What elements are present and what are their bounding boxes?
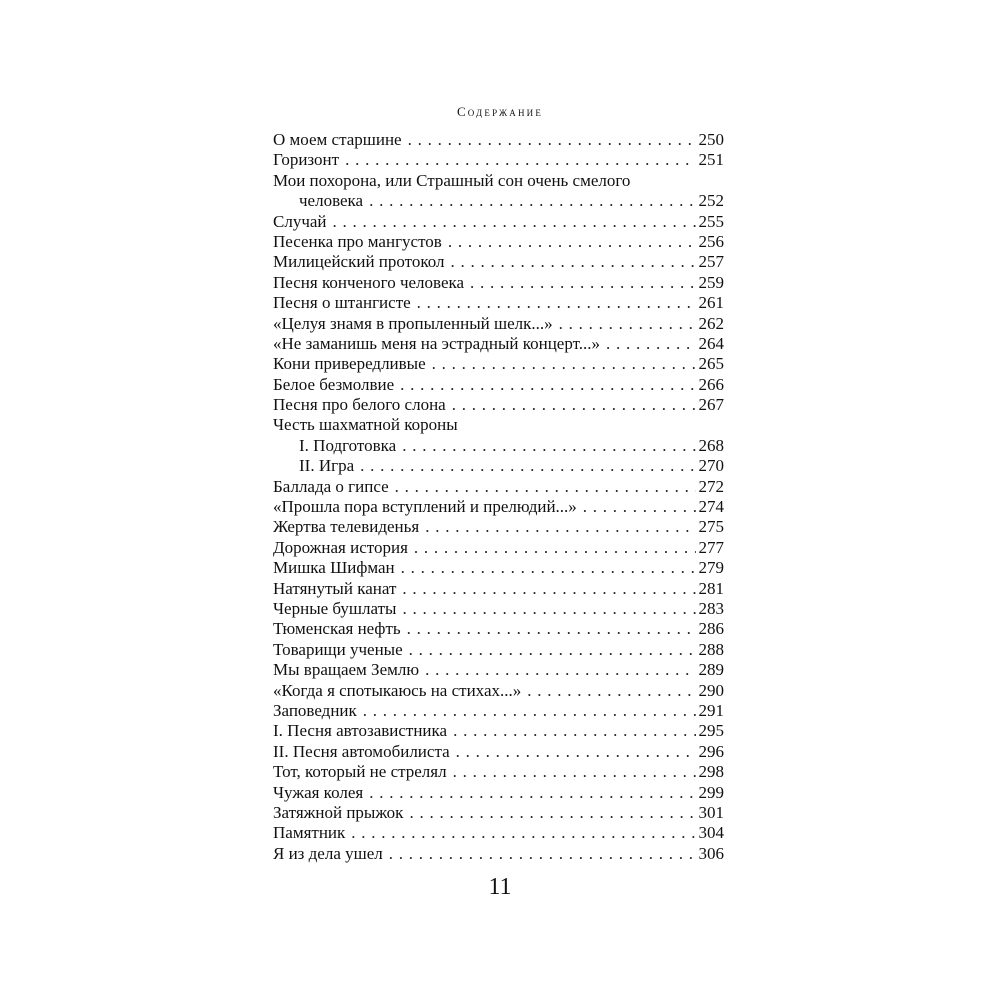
toc-entry-title: II. Песня автомобилиста	[273, 741, 450, 761]
dot-leader	[425, 660, 695, 680]
toc-entry	[273, 823, 724, 843]
toc-entry	[273, 742, 724, 762]
toc-entry	[273, 558, 724, 578]
dot-leader	[363, 701, 696, 721]
toc-entry-page: 286	[698, 619, 724, 639]
dot-leader	[401, 558, 696, 578]
toc-entry-page: 257	[698, 252, 724, 272]
toc-entry	[273, 599, 724, 619]
dot-leader	[453, 762, 696, 782]
toc-entry-title: О моем старшине	[273, 130, 402, 149]
toc-entry-page: 289	[698, 660, 724, 680]
toc-entry-page: 255	[698, 211, 724, 231]
toc-entry-title: Заповедник	[273, 700, 357, 720]
toc-entry-page: 279	[698, 558, 724, 578]
dot-leader	[407, 619, 696, 639]
toc-entry	[273, 640, 724, 660]
toc-entry	[273, 171, 724, 191]
dot-leader	[345, 150, 695, 170]
toc-entry-title: Жертва телевиденья	[273, 517, 420, 537]
dot-leader	[606, 334, 695, 354]
dot-leader	[408, 130, 696, 150]
toc-entry-title: Горизонт	[273, 150, 340, 170]
toc-entry-title: «Прошла пора вступлений и прелюдий...»	[273, 497, 577, 517]
toc-entry	[273, 497, 724, 517]
toc-entry-title: Тюменская нефть	[273, 619, 401, 639]
toc-entry	[273, 517, 724, 537]
toc-entry-title: Мишка Шифман	[273, 558, 395, 578]
toc-entry	[273, 375, 724, 395]
toc-entry-page: 295	[698, 721, 724, 741]
toc-entry-page: 277	[698, 537, 724, 557]
toc-subentry	[273, 456, 724, 476]
toc-entry-page: 261	[698, 293, 724, 313]
toc-entry-page: 296	[698, 741, 724, 761]
toc-entry	[273, 660, 724, 680]
toc-entry-title: «Когда я спотыкаюсь на стихах...»	[273, 680, 522, 700]
toc-entry-title: Я из дела ушел	[273, 843, 383, 863]
toc-entry-title: Песня конченого человека	[273, 272, 465, 292]
toc-entry-page: 291	[698, 700, 724, 720]
toc-entry-title: Чужая колея	[273, 782, 364, 802]
toc-entry	[273, 783, 724, 803]
toc-entry-page: 259	[698, 272, 724, 292]
dot-leader	[409, 803, 695, 823]
toc-entry-page: 272	[698, 476, 724, 496]
toc-entry-page: 267	[698, 395, 724, 415]
toc-entry-title: Песенка про мангустов	[273, 231, 442, 251]
toc-entry	[273, 721, 724, 741]
dot-leader	[402, 579, 695, 599]
toc-entry	[273, 803, 724, 823]
toc-entry-page: 290	[698, 680, 724, 700]
toc-entry	[273, 701, 724, 721]
toc-entry-title: человека	[299, 191, 364, 211]
toc-subentry	[273, 436, 724, 456]
toc-entry	[273, 130, 724, 150]
dot-leader	[453, 721, 695, 741]
toc-entry-page: 274	[698, 497, 724, 517]
dot-leader	[583, 497, 696, 517]
dot-leader	[409, 640, 696, 660]
toc-entry	[273, 273, 724, 293]
dot-leader	[417, 293, 696, 313]
toc-entry-title: I. Песня автозавистника	[273, 721, 448, 741]
toc-entry-title: Песня про белого слона	[273, 395, 446, 415]
dot-leader	[389, 844, 696, 864]
toc-entry-title: I. Подготовка	[299, 435, 397, 455]
page-number: 11	[488, 874, 512, 900]
toc-entry-title: Затяжной прыжок	[273, 802, 404, 822]
toc-entry-page: 270	[698, 456, 724, 476]
toc-section-heading	[273, 415, 724, 435]
toc-entry-title: II. Игра	[299, 456, 355, 476]
toc-entry	[273, 538, 724, 558]
toc-entry	[273, 334, 724, 354]
toc-entry-page: 298	[698, 762, 724, 782]
toc-entry-title: Товарищи ученые	[273, 639, 403, 659]
toc-entry	[273, 293, 724, 313]
dot-leader	[414, 538, 696, 558]
toc-entry-page: 256	[698, 231, 724, 251]
dot-leader	[448, 232, 696, 252]
toc-entry-title: Милицейский протокол	[273, 252, 445, 272]
dot-leader	[425, 517, 695, 537]
toc-entry	[273, 681, 724, 701]
toc-entry	[273, 477, 724, 497]
toc-entry-title: Дорожная история	[273, 537, 408, 557]
toc-entry-title: Натянутый канат	[273, 578, 397, 598]
toc-entry-page: 288	[698, 639, 724, 659]
dot-leader	[527, 681, 695, 701]
dot-leader	[369, 783, 695, 803]
toc-entry-page: 250	[698, 130, 724, 149]
dot-leader	[456, 742, 696, 762]
toc-entry-title: Случай	[273, 211, 327, 231]
dot-leader	[395, 477, 696, 497]
toc-entry-title: «Целуя знамя в пропыленный шелк...»	[273, 313, 553, 333]
toc-entry	[273, 619, 724, 639]
toc-entry-page: 268	[698, 435, 724, 455]
toc-entry-title: Мои похорона, или Страшный сон очень смелого	[273, 170, 631, 190]
toc-entry-page: 299	[698, 782, 724, 802]
toc-entry	[273, 252, 724, 272]
toc-entry-page: 262	[698, 313, 724, 333]
toc-entry-page: 251	[698, 150, 724, 170]
toc-entry-title: Кони привередливые	[273, 354, 426, 374]
toc-entry	[273, 232, 724, 252]
toc-entry-page: 304	[698, 823, 724, 843]
toc-entry-title: Баллада о гипсе	[273, 476, 389, 496]
dot-leader	[333, 212, 696, 232]
dot-leader	[432, 354, 696, 374]
dot-leader	[402, 599, 695, 619]
dot-leader	[559, 314, 696, 334]
toc-entry-page: 252	[698, 191, 724, 211]
toc-entry-title: Белое безмолвие	[273, 374, 395, 394]
toc-entry-page: 281	[698, 578, 724, 598]
toc-entry	[273, 354, 724, 374]
toc-entry	[273, 844, 724, 864]
toc-entry-title: Мы вращаем Землю	[273, 660, 420, 680]
toc-entry-title: Черные бушлаты	[273, 598, 397, 618]
toc-entry-title: Честь шахматной короны	[273, 415, 458, 435]
toc-entry	[273, 395, 724, 415]
toc-entry-title: Тот, который не стрелял	[273, 762, 447, 782]
dot-leader	[451, 252, 696, 272]
toc-entry-page: 306	[698, 843, 724, 863]
toc-entry-title: Памятник	[273, 823, 346, 843]
toc-entry-page: 283	[698, 598, 724, 618]
table-of-contents	[273, 130, 724, 864]
toc-entry-page: 265	[698, 354, 724, 374]
toc-entry	[273, 150, 724, 170]
toc-entry-page: 301	[698, 802, 724, 822]
toc-entry-title: «Не заманишь меня на эстрадный концерт...»	[273, 333, 601, 353]
toc-entry-continuation	[273, 191, 724, 211]
toc-entry	[273, 314, 724, 334]
toc-entry-page: 275	[698, 517, 724, 537]
toc-entry	[273, 762, 724, 782]
dot-leader	[351, 823, 695, 843]
dot-leader	[360, 456, 695, 476]
toc-entry	[273, 212, 724, 232]
dot-leader	[369, 191, 695, 211]
toc-entry	[273, 579, 724, 599]
toc-entry-page: 266	[698, 374, 724, 394]
running-header: Содержание	[456, 104, 544, 119]
toc-entry-title: Песня о штангисте	[273, 293, 411, 313]
dot-leader	[452, 395, 696, 415]
dot-leader	[400, 375, 695, 395]
dot-leader	[402, 436, 695, 456]
toc-entry-page: 264	[698, 333, 724, 353]
dot-leader	[470, 273, 695, 293]
